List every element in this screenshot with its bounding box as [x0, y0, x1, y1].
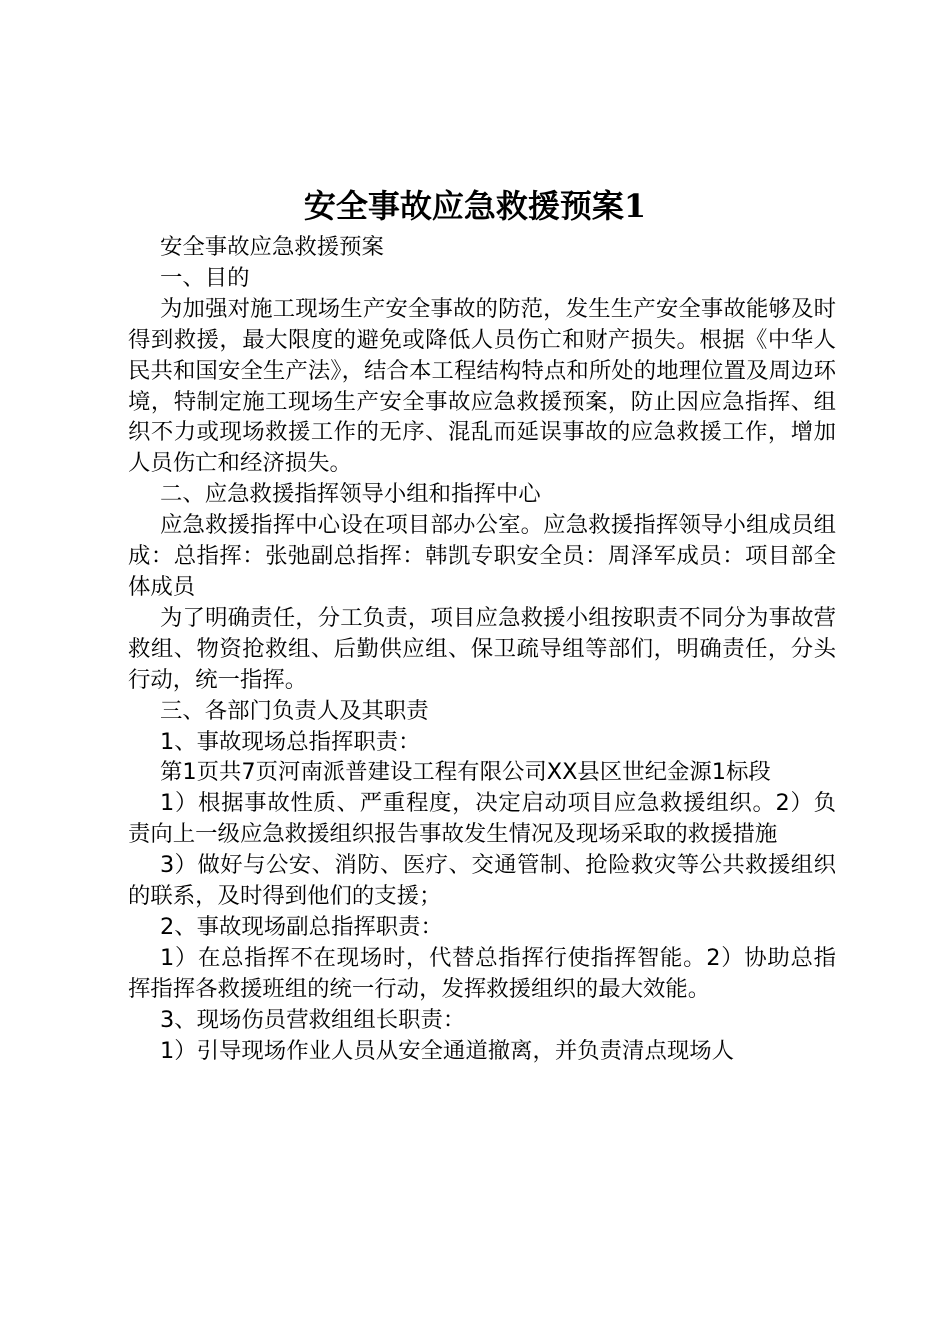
- document-title: 安全事故应急救援预案1: [303, 187, 647, 225]
- subtitle-paragraph: 安全事故应急救援预案: [160, 234, 384, 260]
- paragraph-deputy-duties: 1）在总指挥不在现场时，代替总指挥行使指挥智能。2）协助总指挥指挥各救援班组的统一行动，发挥救援组织的最大效能。: [128, 944, 836, 1002]
- paragraph-chief-duties-1: 1）根据事故性质、严重程度，决定启动项目应急救援组织。2）负责向上一级应急救援组织报告事故发生情况及现场采取的救援措施: [128, 790, 836, 848]
- paragraph-responsibilities: 为了明确责任，分工负责，项目应急救援小组按职责不同分为事故营救组、物资抢救组、后勤供应组、保卫疏导组等部们，明确责任，分头行动，统一指挥。: [128, 604, 836, 693]
- section-heading-command-group: 二、应急救援指挥领导小组和指挥中心: [160, 481, 541, 508]
- document-body: [128, 232, 836, 1066]
- page-footer-text: 第1页共7页河南派普建设工程有限公司XX县区世纪金源1标段: [160, 759, 771, 786]
- subheading-rescue-leader: 3、现场伤员营救组组长职责：: [160, 1006, 466, 1033]
- section-heading-department-duties: 三、各部门负责人及其职责: [160, 697, 429, 724]
- subheading-deputy-commander: 2、事故现场副总指挥职责：: [160, 913, 443, 940]
- paragraph-command-center: 应急救援指挥中心设在项目部办公室。应急救援指挥领导小组成员组成：总指挥：张弛副总指挥：韩凯专职安全员：周泽军成员：项目部全体成员: [128, 512, 836, 600]
- subheading-chief-commander: 1、事故现场总指挥职责：: [160, 728, 421, 755]
- section-heading-purpose: 一、目的: [160, 264, 250, 291]
- paragraph-rescue-duties: 1）引导现场作业人员从安全通道撤离，并负责清点现场人: [160, 1037, 735, 1064]
- paragraph-purpose: 为加强对施工现场生产安全事故的防范，发生生产安全事故能够及时得到救援，最大限度的避免或降低人员伤亡和财产损失。根据《中华人民共和国安全生产法》，结合本工程结构特点和所处的地理位置及周边环境，特制定施工现场生产安全事故应急救援预案，防止因应急指挥、组织不力或现场救援工作的无序、混乱而延误事故的应急救援工作，增加人员伤亡和经济损失。: [128, 295, 836, 477]
- paragraph-chief-duties-3: 3）做好与公安、消防、医疗、交通管制、抢险救灾等公共救援组织的联系，及时得到他们的支援；: [128, 852, 836, 910]
